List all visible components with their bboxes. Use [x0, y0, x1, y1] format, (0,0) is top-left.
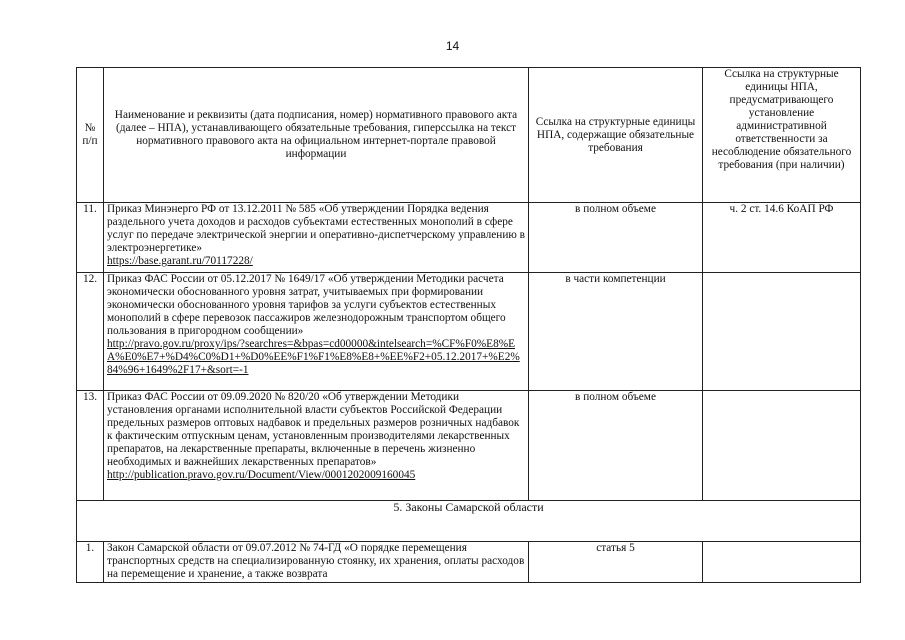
ref-cell: в полном объеме — [529, 391, 703, 501]
act-link[interactable]: http://pravo.gov.ru/proxy/ips/?searchres=&bpas=cd00000&intelsearch=%CF%F0%E8%EA%E0%E7+%D4%C0%D1+%D0%EE%F1%F1%E8%E8+%EE%F2+05.12.2017+%E2%84%96+1649%2F17+&sort=-1 — [107, 338, 520, 376]
header-num: № п/п — [77, 68, 104, 203]
header-name: Наименование и реквизиты (дата подписания, номер) нормативного правового акта (далее – НПА), устанавливающего обязательные требования, гиперссылка на текст нормативного правового акта на официальном интернет-портале правовой информации — [104, 68, 529, 203]
section-title: 5. Законы Самарской области — [77, 501, 861, 542]
page-number: 14 — [445, 39, 460, 53]
row-number: 1. — [77, 542, 104, 583]
act-cell — [104, 273, 529, 391]
npa-table — [76, 67, 861, 583]
resp-cell — [703, 391, 861, 501]
act-cell — [104, 203, 529, 273]
act-text: Приказ ФАС России от 09.09.2020 № 820/20 «Об утверждении Методики установления органами исполнительной власти субъектов Российской Федерации предельных размеров оптовых надбавок и предельных размеров розничных надбавок к фактическим отпускным ценам, установленным производителями лекарственных препаратов, на лекарственные препараты, включенные в перечень жизненно необходимых и важнейших лекарственных препаратов» — [107, 391, 520, 468]
section-header-row — [77, 501, 861, 542]
resp-cell — [703, 273, 861, 391]
act-text: Приказ Минэнерго РФ от 13.12.2011 № 585 «Об утверждении Порядка ведения раздельного учета доходов и расходов субъектами естественных монополий в сфере услуг по передаче электрической энергии и оперативно-диспетчерскому управлению в электроэнергетике» — [107, 203, 525, 254]
row-number: 12. — [77, 273, 104, 391]
table-row — [77, 542, 861, 583]
table-row — [77, 391, 861, 501]
act-text: Приказ ФАС России от 05.12.2017 № 1649/17 «Об утверждении Методики расчета экономически обоснованного уровня затрат, учитываемых при формировании экономически обоснованного уровня тарифов за услуги субъектов естественных монополий в сфере перевозок пассажиров железнодорожным транспортом общего пользования в пригородном сообщении» — [107, 273, 506, 337]
table-row — [77, 203, 861, 273]
act-cell — [104, 391, 529, 501]
ref-cell: в полном объеме — [529, 203, 703, 273]
table-row — [77, 273, 861, 391]
table-header-row — [77, 68, 861, 203]
row-number: 13. — [77, 391, 104, 501]
ref-cell: статья 5 — [529, 542, 703, 583]
act-text: Закон Самарской области от 09.07.2012 № 74-ГД «О порядке перемещения транспортных средств на специализированную стоянку, их хранения, оплаты расходов на перемещение и хранение, а также возврата — [107, 542, 525, 580]
row-number: 11. — [77, 203, 104, 273]
resp-cell: ч. 2 ст. 14.6 КоАП РФ — [703, 203, 861, 273]
header-ref: Ссылка на структурные единицы НПА, содержащие обязательные требования — [529, 68, 703, 203]
act-link[interactable]: https://base.garant.ru/70117228/ — [107, 255, 253, 267]
resp-cell — [703, 542, 861, 583]
act-link[interactable]: http://publication.pravo.gov.ru/Document/View/0001202009160045 — [107, 469, 416, 481]
header-resp: Ссылка на структурные единицы НПА, предусматривающего установление административной ответственности за несоблюдение обязательного требования (при наличии) — [703, 68, 861, 203]
ref-cell: в части компетенции — [529, 273, 703, 391]
act-cell — [104, 542, 529, 583]
